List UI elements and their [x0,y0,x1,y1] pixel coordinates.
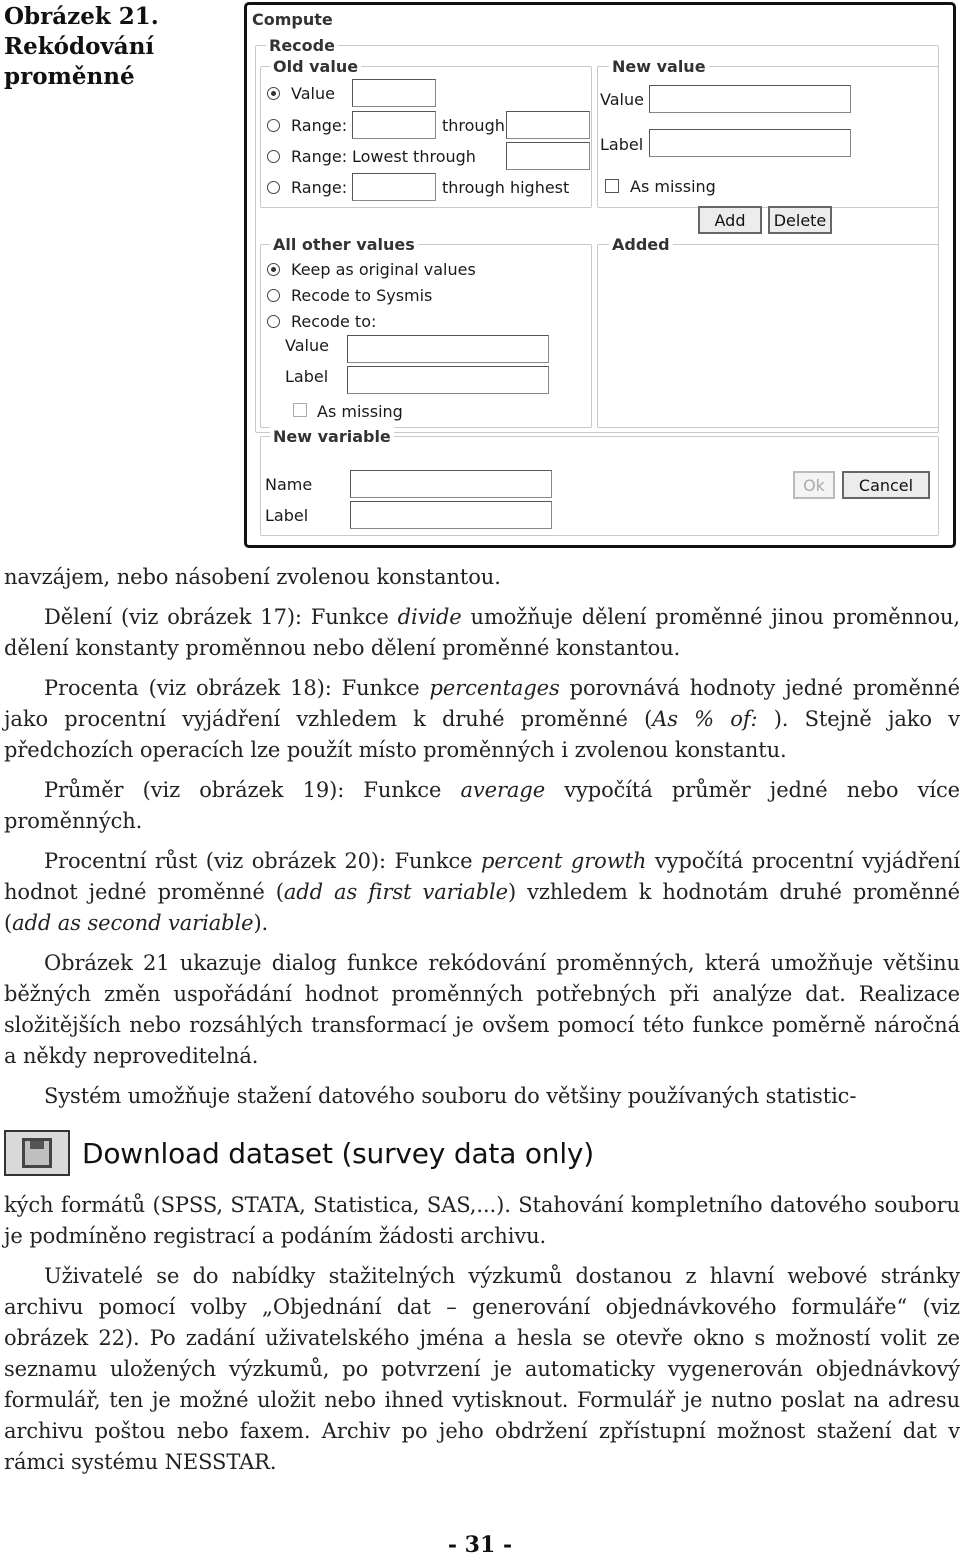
as-missing-checkbox[interactable] [605,179,619,193]
body-text [4,562,960,1487]
added-legend: Added [609,235,673,254]
text-run: Procenta (viz obrázek 18): Funkce [44,676,430,700]
old-value-label: Value [291,84,335,103]
delete-button[interactable]: Delete [768,206,832,234]
recode-legend: Recode [266,36,338,55]
other-as-missing-checkbox[interactable] [293,403,307,417]
page-number: - 31 - [447,1532,513,1558]
figure-caption [4,2,234,92]
range-lowest-input[interactable] [506,142,590,170]
range-from-input[interactable] [352,111,436,139]
range-lowest-label: Range: [291,147,348,166]
caption-line-3: proměnné [4,63,135,90]
range-to-input[interactable] [506,111,590,139]
floppy-disk-icon [4,1130,70,1176]
text-run: ). [253,911,269,935]
term-percent-growth: percent growth [480,849,647,873]
radio-range-highest[interactable] [267,181,280,194]
recode-value-input[interactable] [347,335,549,363]
paragraph-1: navzájem, nebo násobení zvolenou konstantou. [4,565,501,589]
range-label: Range: [291,116,348,135]
term-second-variable: add as second variable [12,911,254,935]
text-run: ) vzhledem k hodnotám druhé proměnné ( [4,880,960,935]
paragraph-divide [4,602,960,664]
paragraph-percentages [4,673,960,766]
new-variable-legend: New variable [270,427,394,446]
paragraph-download-formats: kých formátů (SPSS, STATA, Statistica, SAS,...). Stahování kompletního datového souboru je podmíněno registrací a podáním žádosti archivu. [4,1193,960,1248]
add-button[interactable]: Add [698,206,762,234]
other-as-missing-label: As missing [317,402,403,421]
dialog-title: Compute [252,10,333,29]
term-percentages: percentages [429,676,560,700]
range-highest-label: Range: [291,178,348,197]
new-variable-name-input[interactable] [350,470,552,498]
text-run: Průměr (viz obrázek 19): Funkce [44,778,461,802]
new-variable-label-input[interactable] [350,501,552,529]
text-run: Procentní růst (viz obrázek 20): Funkce [44,849,481,873]
text-run: ). Stejně jako v předchozích operacích lze použít místo proměnných i zvolenou konstantu. [4,707,960,762]
recode-label-label: Label [285,367,329,386]
new-variable-label-label: Label [265,506,309,525]
radio-old-value[interactable] [267,87,280,100]
download-dataset-link[interactable] [4,1124,960,1182]
through-label: through [442,116,505,135]
paragraph-ordering: Uživatelé se do nabídky stažitelných výzkumů dostanou z hlavní webové stránky archivu pomocí volby „Objednání dat – generování objednávkového formuláře“ (viz obrázek 22). Po zadání uživatelského jména a hesla se otevře okno s možností volit ze seznamu uložených výzkumů, po potvrzení je automaticky vygenerován objednávkový formulář, ten je možné uložit nebo ihned vytisknout. Formulář je nutno poslat na adresu archivu poštou nebo faxem. Archiv po jeho obdržení zpřístupní možnost stažení dat v rámci systému NESSTAR. [4,1264,960,1474]
term-divide: divide [397,605,462,629]
recode-value-label: Value [285,336,329,355]
new-label-label: Label [600,135,644,154]
as-missing-label: As missing [630,177,716,196]
term-as-percent-of: As % of: [652,707,758,731]
lowest-through-label: Lowest through [352,147,476,166]
ok-button[interactable]: Ok [793,471,835,499]
keep-original-label: Keep as original values [291,260,476,279]
radio-recode-sysmis[interactable] [267,289,280,302]
cancel-button[interactable]: Cancel [842,471,930,499]
added-list[interactable] [597,244,939,428]
paragraph-figure-21: Obrázek 21 ukazuje dialog funkce rekódování proměnných, která umožňuje většinu běžných změn uspořádání hodnot proměnných potřebných při analýze dat. Realizace složitějších nebo rozsáhlých transformací je ovšem pomocí této funkce poměrně náročná a někdy neproveditelná. [4,951,960,1068]
caption-line-1: Obrázek 21. [4,3,159,30]
text-run: porovnává hodnoty jedné proměnné jako procentní vyjádření vzhledem k druhé proměnné ( [4,676,960,731]
range-highest-input[interactable] [352,173,436,201]
old-value-input[interactable] [352,79,436,107]
new-value-label: Value [600,90,644,109]
recode-label-input[interactable] [347,366,549,394]
text-run: vypočítá procentní vyjádření hodnot jedné proměnné ( [4,849,960,904]
paragraph-percent-growth [4,846,960,939]
text-run: umožňuje dělení proměnné jinou proměnnou, dělení konstanty proměnnou nebo dělení proměnné konstantou. [4,605,960,660]
paragraph-download-intro: Systém umožňuje stažení datového souboru do většiny používaných statistic- [44,1084,857,1108]
paragraph-average [4,775,960,837]
compute-recode-dialog [244,2,956,548]
new-label-input[interactable] [649,129,851,157]
new-value-legend: New value [609,57,709,76]
radio-keep-original[interactable] [267,263,280,276]
term-average: average [460,778,546,802]
caption-line-2: Rekódování [4,33,155,60]
recode-sysmis-label: Recode to Sysmis [291,286,433,305]
old-value-legend: Old value [270,57,361,76]
all-other-values-legend: All other values [270,235,418,254]
text-run: vypočítá průměr jedné nebo více proměnných. [4,778,960,833]
radio-range-lowest[interactable] [267,150,280,163]
term-first-variable: add as first variable [283,880,508,904]
text-run: Dělení (viz obrázek 17): Funkce [44,605,398,629]
recode-to-label: Recode to: [291,312,377,331]
radio-recode-to[interactable] [267,315,280,328]
radio-range[interactable] [267,119,280,132]
new-value-input[interactable] [649,85,851,113]
new-variable-name-label: Name [265,475,313,494]
download-dataset-label: Download dataset (survey data only) [82,1136,594,1170]
through-highest-label: through highest [442,178,570,197]
